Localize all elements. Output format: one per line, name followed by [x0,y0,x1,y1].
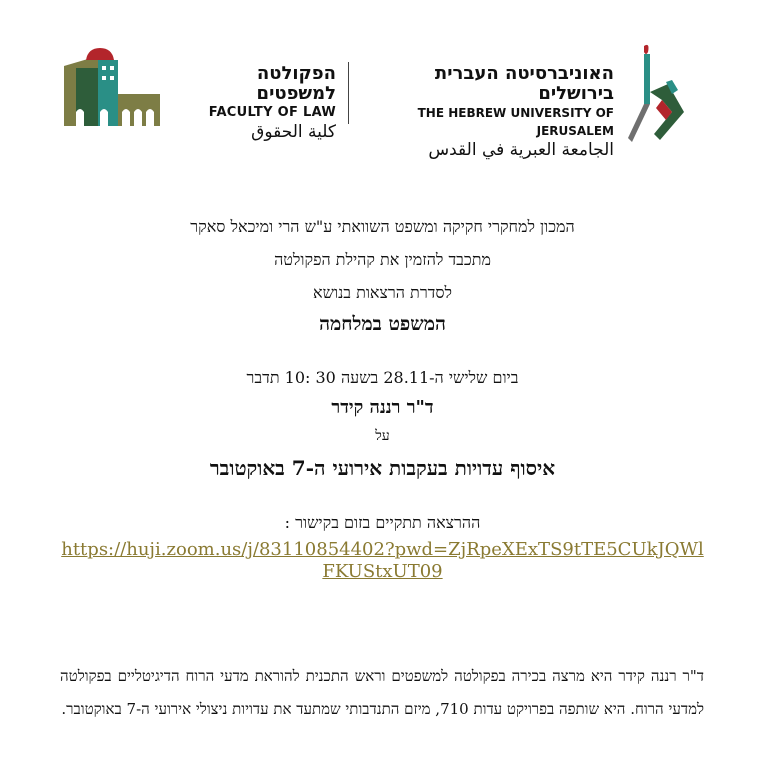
institute-line: המכון למחקרי חקיקה ומשפט השוואתי ע"ש הרי ומיכאל סאקר [190,217,575,236]
speaker-bio: ד"ר רננה קידר היא מרצה בכירה בפקולטה למשפטים וראש התכנית להוראת מדעי הרוח הדיגיטליים בפקולטה למדעי הרוח. היא שותפה בפרויקט עדות 710, מיזם התנדבותי שמתעד את עדויות ניצולי אירועי ה-7 באוקטובר. [60,667,704,718]
on-word: על [375,428,390,444]
university-name-hebrew: האוניברסיטה העברית בירושלים [434,63,614,104]
invitation-body [60,210,705,583]
series-title: המשפט במלחמה [319,313,446,335]
university-name-english: THE HEBREW UNIVERSITY OF JERUSALEM [417,106,614,138]
university-name [362,64,614,160]
letterhead [0,40,765,160]
faculty-name-arabic: كلية الحقوق [251,122,336,142]
university-name-arabic: الجامعة العبرية في القدس [428,140,614,160]
series-intro-line: לסדרת הרצאות בנושא [313,283,452,302]
talk-title: איסוף עדויות בעקבות אירועי ה-7 באוקטובר [209,456,556,480]
invite-line: מתכבד להזמין את קהילת הפקולטה [274,250,491,269]
header-divider [348,62,349,124]
faculty-name-english: FACULTY OF LAW [208,105,336,120]
zoom-link[interactable]: https://huji.zoom.us/j/83110854402?pwd=ZjRpeXExTS9tTE5CUkJQWlFKUStxUT09 [61,539,704,582]
faculty-of-law-logo-icon [62,46,162,126]
speaker-name: ד"ר רננה קידר [331,397,434,418]
zoom-label: ההרצאה תתקיים בזום בקישור : [284,513,481,532]
date-time-line: ביום שלישי ה-28.11 בשעה 30 :10 תדבר [246,368,519,387]
hebrew-university-logo-icon [626,42,686,146]
faculty-name [178,64,336,142]
faculty-name-hebrew: הפקולטה למשפטים [256,63,336,104]
